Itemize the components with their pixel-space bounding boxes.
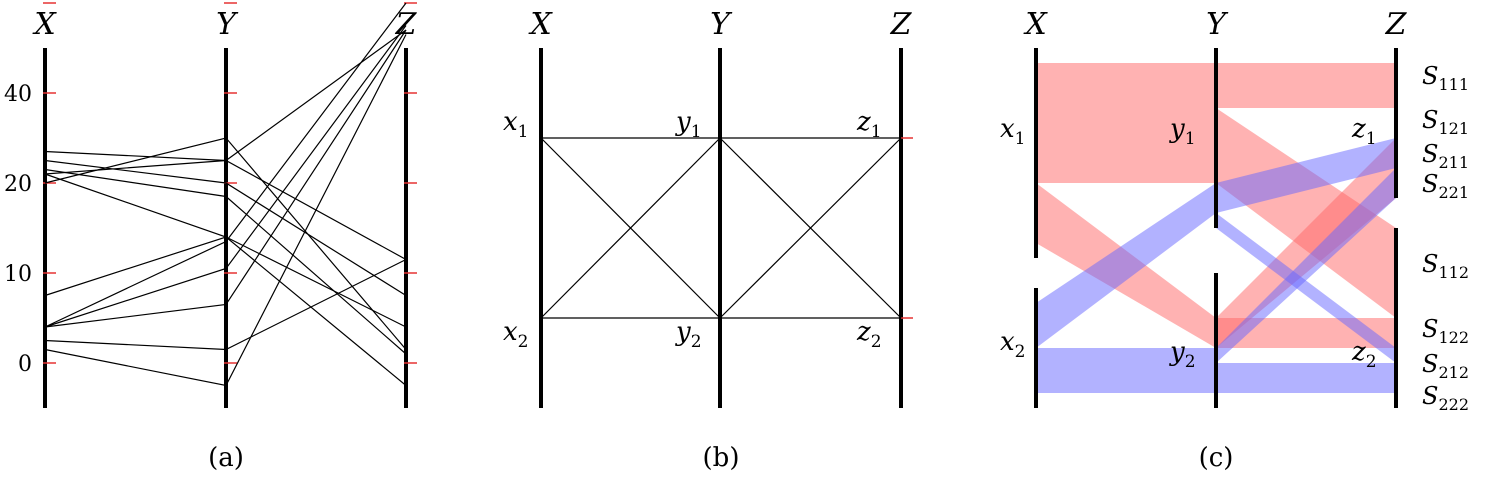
panel-b-axis-x-title: X — [530, 7, 552, 42]
panel-c-axis-x-title: X — [1025, 7, 1047, 42]
panel-c-set-S111: $S_{111}$ — [1422, 62, 1469, 94]
panel-c-axis-z-title: Z — [1385, 7, 1407, 42]
panel-c-label-x1: $x_1$ — [1000, 114, 1026, 149]
panel-a-tick-label-40: 40 — [4, 82, 32, 107]
panel-a-tick-label-0: 0 — [18, 352, 32, 377]
panel-c-set-S211: $S_{211}$ — [1422, 140, 1469, 172]
panel-b-complete-bipartite-diagram — [503, 7, 913, 473]
panel-a-tick-label-20: 20 — [4, 172, 32, 197]
panel-b-label-x1: $x_1$ — [503, 107, 529, 142]
panel-a-parallel-coordinates-plot — [4, 3, 418, 473]
panel-c-set-S222: $S_{222}$ — [1422, 382, 1469, 414]
panel-a-caption: (a) — [208, 443, 244, 473]
panel-c-set-S221: $S_{221}$ — [1422, 170, 1469, 202]
panel-c-set-S122: $S_{122}$ — [1422, 315, 1469, 347]
panel-c-label-y1: $y_1$ — [1170, 114, 1196, 149]
panel-c-label-y2: $y_2$ — [1170, 337, 1196, 372]
panel-c-label-z2: $z_2$ — [1352, 337, 1377, 372]
panel-c-label-z1: $z_1$ — [1352, 114, 1377, 149]
panel-b-label-z1: $z_1$ — [857, 107, 882, 142]
panel-c-axis-y-title: Y — [1206, 7, 1226, 42]
panel-b-label-z2: $z_2$ — [857, 317, 882, 352]
panel-c-set-S112: $S_{112}$ — [1422, 250, 1469, 282]
panel-c-ribbon-diagram — [1000, 7, 1469, 473]
panel-c-set-S212: $S_{212}$ — [1422, 350, 1469, 382]
panel-b-label-x2: $x_2$ — [503, 317, 529, 352]
panel-c-caption: (c) — [1198, 443, 1234, 473]
panel-b-caption: (b) — [702, 443, 740, 473]
panel-b-axis-z-title: Z — [890, 7, 912, 42]
panel-b-axis-y-title: Y — [710, 7, 730, 42]
panel-c-set-S121: $S_{121}$ — [1422, 106, 1469, 138]
panel-a-axis-y-title: Y — [216, 7, 236, 42]
panel-a-axis-z-title: Z — [395, 7, 417, 42]
panel-a-axis-x-title: X — [34, 7, 56, 42]
panel-c-ribbon-x1-y1 — [1036, 63, 1216, 183]
panel-c-label-x2: $x_2$ — [1000, 327, 1026, 362]
panel-a-tick-label-10: 10 — [4, 262, 32, 287]
panel-c-set-labels — [1422, 62, 1469, 414]
panel-c-ribbon-S111 — [1216, 63, 1396, 108]
panel-b-label-y2: $y_2$ — [676, 317, 702, 352]
panel-b-label-y1: $y_1$ — [676, 107, 702, 142]
